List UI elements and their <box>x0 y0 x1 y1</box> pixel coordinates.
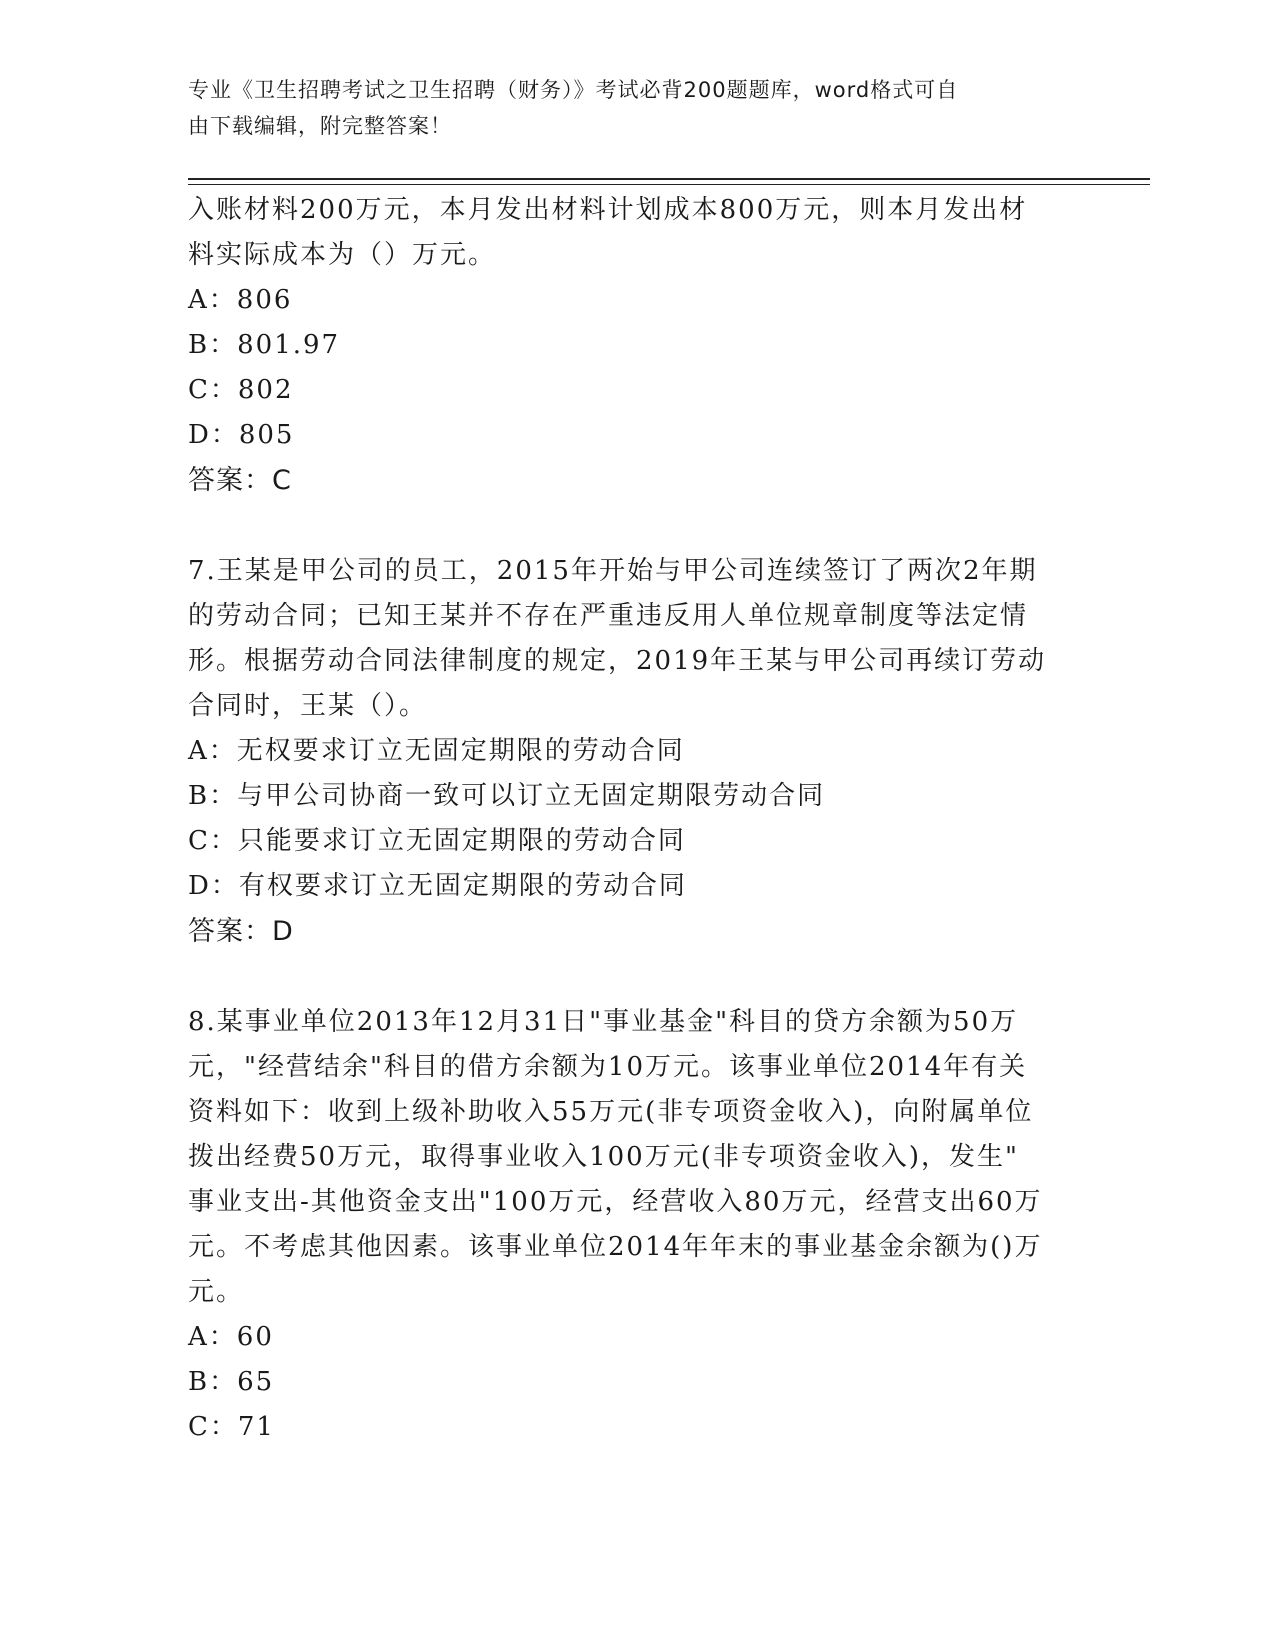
header-divider-thin <box>188 184 1150 185</box>
question-stem-line: 入账材料200万元，本月发出材料计划成本800万元，则本月发出材 <box>188 195 1028 225</box>
question-7 <box>188 549 1078 954</box>
option-d: D：有权要求订立无固定期限的劳动合同 <box>188 871 687 901</box>
option-a: A：无权要求订立无固定期限的劳动合同 <box>188 736 685 766</box>
option-c: C：71 <box>188 1412 275 1442</box>
option-a: A：60 <box>188 1322 274 1352</box>
question-stem-line: 7.王某是甲公司的员工，2015年开始与甲公司连续签订了两次2年期 <box>188 556 1038 586</box>
header-divider <box>188 178 1150 180</box>
option-b: B：与甲公司协商一致可以订立无固定期限劳动合同 <box>188 781 826 811</box>
question-stem-line: 事业支出-其他资金支出"100万元，经营收入80万元，经营支出60万 <box>188 1187 1043 1217</box>
question-stem-line: 元，"经营结余"科目的借方余额为10万元。该事业单位2014年有关 <box>188 1052 1028 1082</box>
option-d: D：805 <box>188 420 295 450</box>
answer-line: 答案：D <box>188 916 294 947</box>
header-line-2: 由下载编辑，附完整答案！ <box>188 114 452 138</box>
question-stem-line: 料实际成本为（）万元。 <box>188 240 497 270</box>
question-stem-line: 资料如下：收到上级补助收入55万元(非专项资金收入)，向附属单位 <box>188 1097 1034 1127</box>
question-stem-line: 拨出经费50万元，取得事业收入100万元(非专项资金收入)，发生" <box>188 1142 1019 1172</box>
question-stem-line: 元。 <box>188 1277 245 1307</box>
question-stem-line: 元。不考虑其他因素。该事业单位2014年年末的事业基金余额为()万 <box>188 1232 1043 1262</box>
question-stem-line: 8.某事业单位2013年12月31日"事业基金"科目的贷方余额为50万 <box>188 1007 1019 1037</box>
document-header <box>188 72 1068 144</box>
option-c: C：802 <box>188 375 294 405</box>
answer-line: 答案：C <box>188 465 292 496</box>
option-c: C：只能要求订立无固定期限的劳动合同 <box>188 826 686 856</box>
option-b: B：801.97 <box>188 330 341 360</box>
option-a: A：806 <box>188 285 293 315</box>
question-8 <box>188 1000 1078 1450</box>
question-6 <box>188 188 1078 503</box>
question-stem-line: 形。根据劳动合同法律制度的规定，2019年王某与甲公司再续订劳动 <box>188 646 1047 676</box>
header-line-1: 专业《卫生招聘考试之卫生招聘（财务）》考试必背200题题库，word格式可自 <box>188 78 959 102</box>
option-b: B：65 <box>188 1367 275 1397</box>
question-content <box>188 188 1078 1450</box>
question-stem-line: 合同时，王某（）。 <box>188 691 428 721</box>
question-stem-line: 的劳动合同；已知王某并不存在严重违反用人单位规章制度等法定情 <box>188 601 1029 631</box>
